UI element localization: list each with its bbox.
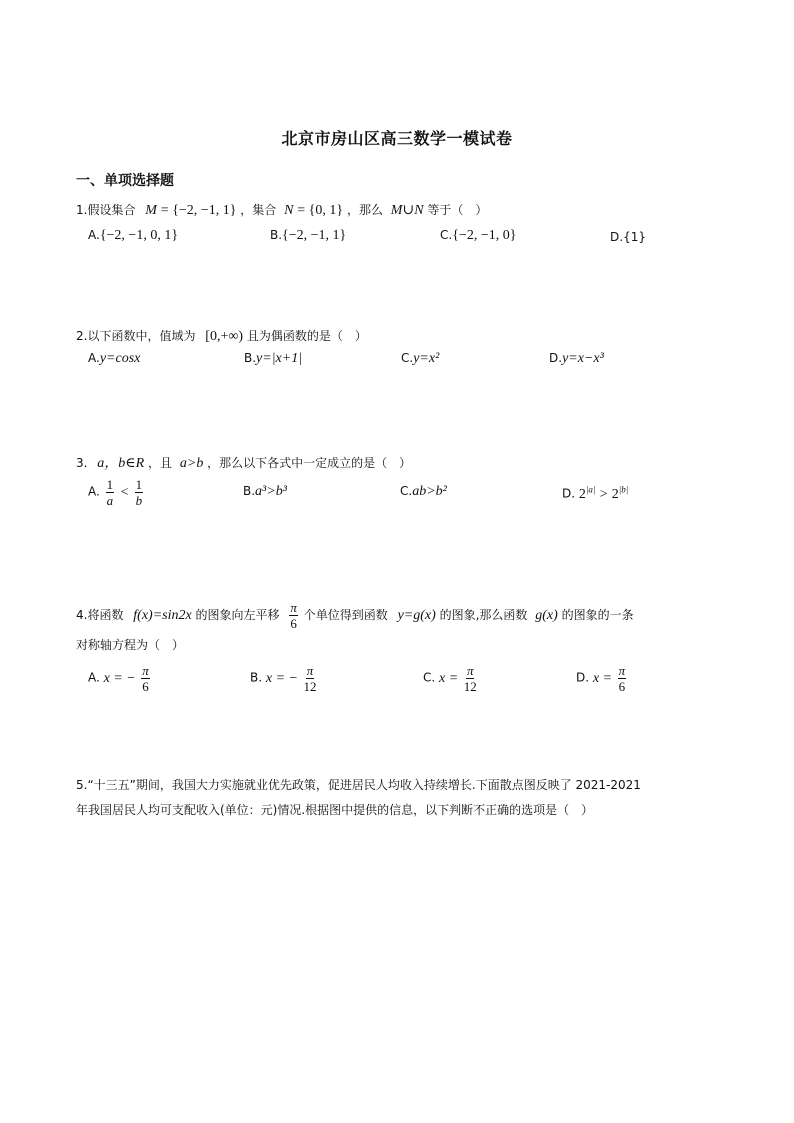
q4-function: f(x)=sin2x <box>133 608 192 623</box>
q4-option-a[interactable]: A. x = − $\frac{\pi}{6}$ <box>88 663 149 694</box>
q1-option-d[interactable]: D.{1} <box>610 230 646 244</box>
q1-set-n-name: N <box>284 203 294 218</box>
q3-suffix: ，那么以下各式中一定成立的是（ ） <box>207 456 412 470</box>
question-3 <box>76 452 411 472</box>
q4-mid2: 个单位得到函数 <box>303 608 388 622</box>
q5-line2: 年我国居民人均可支配收入(单位：元)情况.根据图中提供的信息，以下判断不正确的选项是（ ） <box>76 803 594 817</box>
q4-option-c[interactable]: C. x = $\frac{\pi}{12}$ <box>423 663 477 694</box>
q1-set-m-name: M <box>145 203 157 218</box>
q5-line1: 5.“十三五”期间，我国大力实施就业优先政策，促进居民人均收入持续增长.下面散点图反映了 2021-2021 <box>76 778 641 792</box>
q4-mid: 的图象向左平移 <box>195 608 280 622</box>
q2-prefix: 2.以下函数中，值域为 <box>76 329 196 343</box>
q3-mid: ，且 <box>148 456 173 470</box>
q2-option-c[interactable]: C.y=x² <box>401 351 440 366</box>
question-1: 1.假设集合 M = {−2, −1, 1} ，集合 N = {0, 1} ，那么 M∪N 等于（ ） <box>76 203 488 218</box>
q1-option-c[interactable]: C.{−2, −1, 0} <box>440 228 517 243</box>
q2-range: [0,+∞) <box>205 329 243 344</box>
section-heading: 一、单项选择题 <box>76 173 174 189</box>
q3-condition: a>b <box>179 456 204 471</box>
q1-mid: ，集合 <box>240 203 277 217</box>
q2-option-d[interactable]: D.y=x−x³ <box>549 351 604 366</box>
q4-line2: 对称轴方程为（ ） <box>76 638 185 652</box>
q1-suffix: 等于（ ） <box>427 203 488 217</box>
question-4 <box>76 601 634 630</box>
q3-prefix: 3. <box>76 456 88 470</box>
q1-mid2: ，那么 <box>346 203 383 217</box>
q4-g: g(x) <box>535 608 558 623</box>
q4-g-function: y=g(x) <box>397 608 436 623</box>
q4-mid3: 的图象,那么函数 <box>439 608 528 622</box>
q3-vars: a，b∈R <box>97 456 145 471</box>
page-title: 北京市房山区高三数学一模试卷 <box>281 129 513 148</box>
q4-prefix: 4.将函数 <box>76 608 124 622</box>
q3-option-b[interactable]: B.a³>b³ <box>243 484 287 499</box>
question-2 <box>76 327 367 345</box>
q4-suffix: 的图象的一条 <box>561 608 634 622</box>
q1-set-m: {−2, −1, 1} <box>172 203 237 218</box>
q1-option-b[interactable]: B.{−2, −1, 1} <box>270 228 347 243</box>
q4-shift-numerator: π <box>290 600 297 615</box>
q4-shift-denominator: 6 <box>290 616 297 631</box>
q2-option-a[interactable]: A.y=cosx <box>88 351 141 366</box>
q4-option-d[interactable]: D. x = $\frac{\pi}{6}$ <box>576 663 626 694</box>
q1-union-expr: M∪N <box>390 203 424 218</box>
q1-option-a[interactable]: A.{−2, −1, 0, 1} <box>88 228 179 243</box>
q2-suffix: 且为偶函数的是（ ） <box>246 329 367 343</box>
q3-option-d[interactable]: D. $2^{|a|} > 2^{|b|}$ <box>562 484 629 502</box>
q3-option-a[interactable]: A. $\frac{1}{a}$ < $\frac{1}{b}$ <box>88 477 143 508</box>
q4-option-b[interactable]: B. x = − $\frac{\pi}{12}$ <box>250 663 317 694</box>
q1-set-n: {0, 1} <box>308 203 344 218</box>
q2-option-b[interactable]: B.y=|x+1| <box>244 351 303 366</box>
q3-option-c[interactable]: C.ab>b² <box>400 484 447 499</box>
q1-prefix: 1.假设集合 <box>76 203 136 217</box>
